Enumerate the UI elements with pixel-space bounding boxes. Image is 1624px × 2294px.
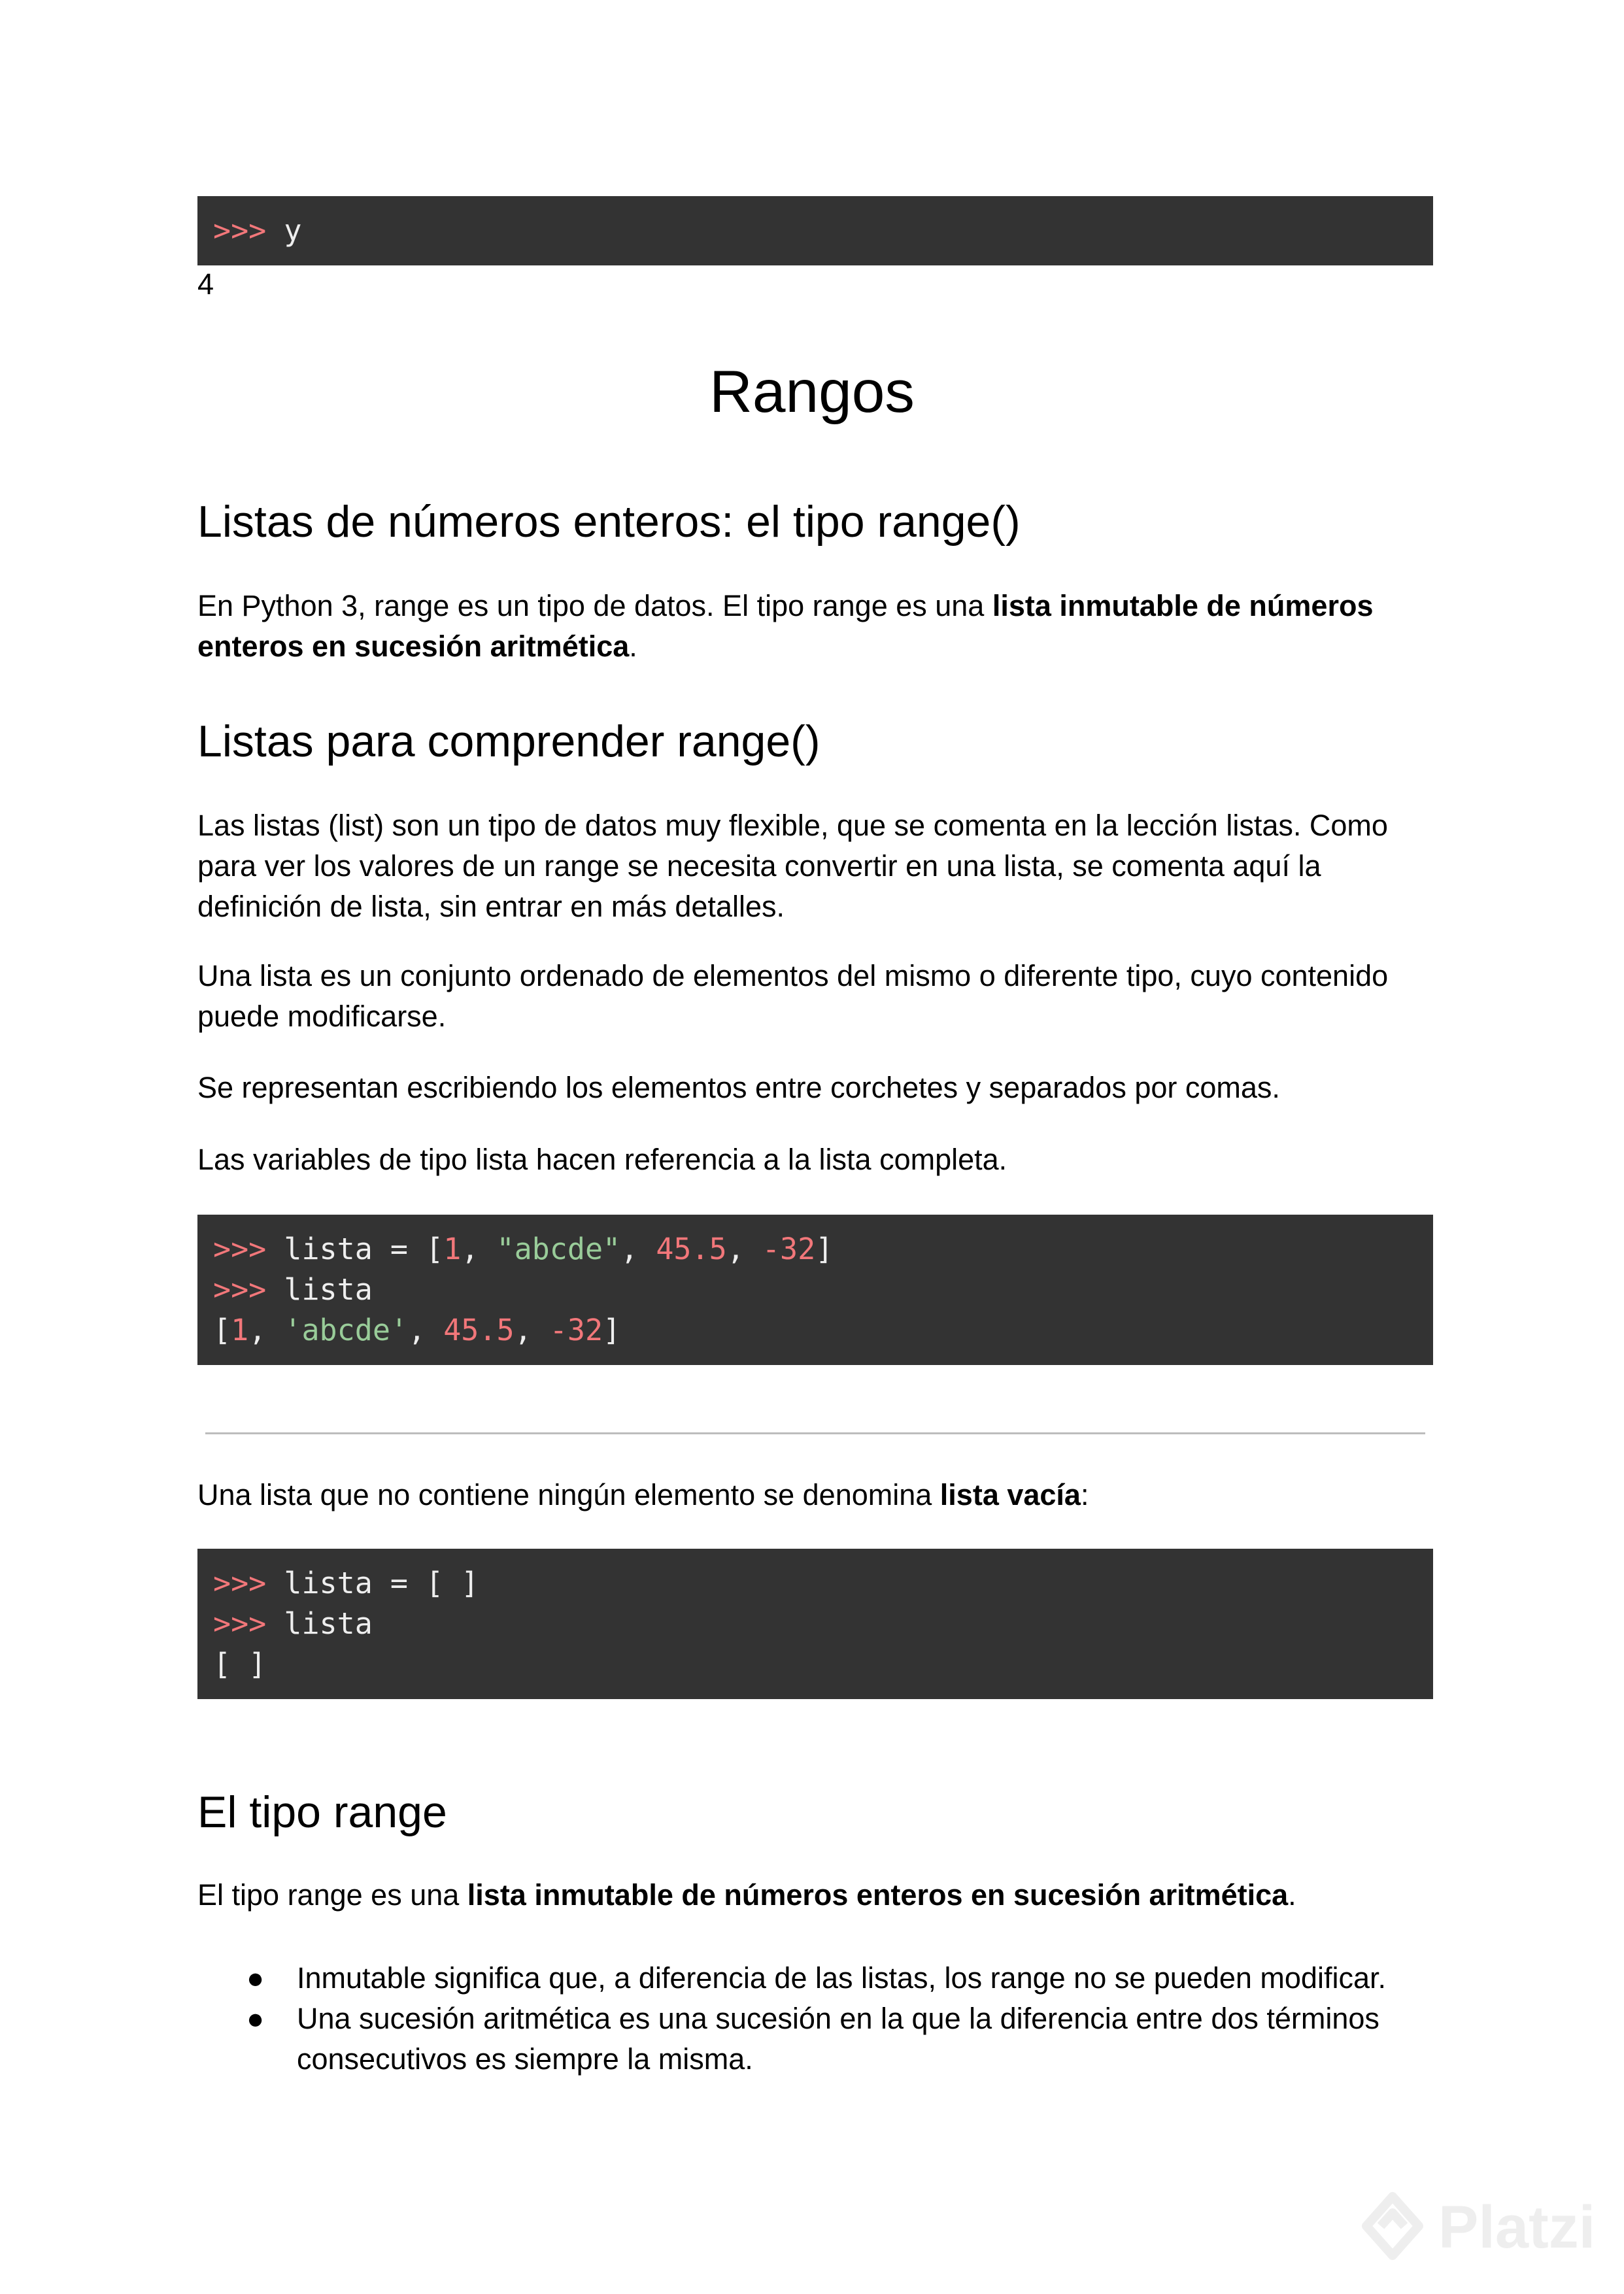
text: Una lista que no contiene ningún elemento se denomina	[197, 1478, 940, 1511]
code-text: [ ]	[213, 1647, 267, 1681]
heading-listas-comprender: Listas para comprender range()	[197, 717, 820, 766]
text: El tipo range es una	[197, 1878, 467, 1912]
list-item	[197, 1999, 1433, 2080]
code-text: lista	[266, 1606, 373, 1641]
code-string: "abcde"	[496, 1232, 621, 1266]
code-text: ,	[514, 1313, 550, 1347]
code-prompt: >>>	[213, 1606, 267, 1641]
page-title: Rangos	[709, 359, 915, 425]
list-item-text: Una sucesión aritmética es una sucesión en la que la diferencia entre dos términos consecutivos es siempre la misma.	[297, 2002, 1379, 2076]
code-block-lista-vacia	[197, 1549, 1433, 1699]
horizontal-divider	[205, 1432, 1425, 1434]
code-string: 'abcde'	[284, 1313, 409, 1347]
code-number: 1	[231, 1313, 249, 1347]
code-text: ,	[620, 1232, 656, 1266]
heading-tipo-range: El tipo range	[197, 1787, 447, 1837]
code-line	[213, 1563, 1433, 1604]
code-text: lista = [	[266, 1232, 444, 1266]
code-text: y	[266, 213, 302, 248]
code-text: ,	[461, 1232, 497, 1266]
code-prompt: >>>	[213, 1232, 267, 1266]
code-text: [	[213, 1313, 231, 1347]
code-block-y	[197, 196, 1433, 265]
code-text: ]	[815, 1232, 834, 1266]
code-number: -32	[762, 1232, 816, 1266]
bold-text: lista vacía	[939, 1478, 1081, 1511]
code-line	[213, 1229, 1433, 1270]
code-line	[213, 1270, 1433, 1310]
code-text: ,	[248, 1313, 284, 1347]
platzi-logo-icon	[1340, 2177, 1615, 2275]
code-text: lista = [ ]	[266, 1566, 479, 1600]
paragraph-listas: Las listas (list) son un tipo de datos muy flexible, que se comenta en la lección listas. Como para ver los valores de un range se necesita convertir en una lista, se comenta aquí la definición de lista, sin entrar en más detalles.	[197, 809, 1388, 923]
code-number: 45.5	[443, 1313, 515, 1347]
bullet-icon: ●	[246, 2002, 265, 2035]
code-text: ,	[726, 1232, 762, 1266]
paragraph-range-definition	[197, 586, 1433, 667]
code-line	[213, 1310, 1433, 1351]
bold-text: lista inmutable de números enteros en sucesión aritmética	[197, 589, 1374, 663]
output-value: 4	[197, 267, 214, 301]
paragraph-variables: Las variables de tipo lista hacen referencia a la lista completa.	[197, 1143, 1007, 1176]
code-prompt: >>>	[213, 213, 267, 248]
paragraph-representacion: Se representan escribiendo los elementos entre corchetes y separados por comas.	[197, 1071, 1280, 1104]
bullet-icon: ●	[246, 1961, 265, 1995]
code-prompt: >>>	[213, 1566, 267, 1600]
paragraph-tipo-range	[197, 1875, 1433, 1915]
code-block-lista	[197, 1215, 1433, 1365]
code-text: ,	[408, 1313, 444, 1347]
text: .	[629, 630, 637, 663]
code-number: 45.5	[656, 1232, 727, 1266]
code-text: ]	[603, 1313, 621, 1347]
heading-listas-enteros: Listas de números enteros: el tipo range()	[197, 497, 1021, 547]
text: En Python 3, range es un tipo de datos. El tipo range es una	[197, 589, 992, 622]
paragraph-lista-vacia	[197, 1475, 1433, 1515]
platzi-logo	[1340, 2177, 1615, 2275]
code-line	[213, 1644, 1433, 1685]
code-number: -32	[549, 1313, 603, 1347]
list-item	[197, 1958, 1433, 1999]
list-item-text: Inmutable significa que, a diferencia de las listas, los range no se pueden modificar.	[297, 1961, 1386, 1995]
code-number: 1	[443, 1232, 462, 1266]
paragraph-lista-definicion: Una lista es un conjunto ordenado de elementos del mismo o diferente tipo, cuyo contenido puede modificarse.	[197, 959, 1389, 1033]
platzi-logo-text: Platzi	[1438, 2194, 1596, 2261]
code-text: lista	[266, 1272, 373, 1307]
code-line	[213, 211, 1433, 251]
text: .	[1288, 1878, 1296, 1912]
bullet-list	[197, 1958, 1433, 2080]
text: :	[1080, 1478, 1089, 1511]
code-prompt: >>>	[213, 1272, 267, 1307]
code-line	[213, 1604, 1433, 1644]
bold-text: lista inmutable de números enteros en sucesión aritmética	[467, 1878, 1289, 1912]
